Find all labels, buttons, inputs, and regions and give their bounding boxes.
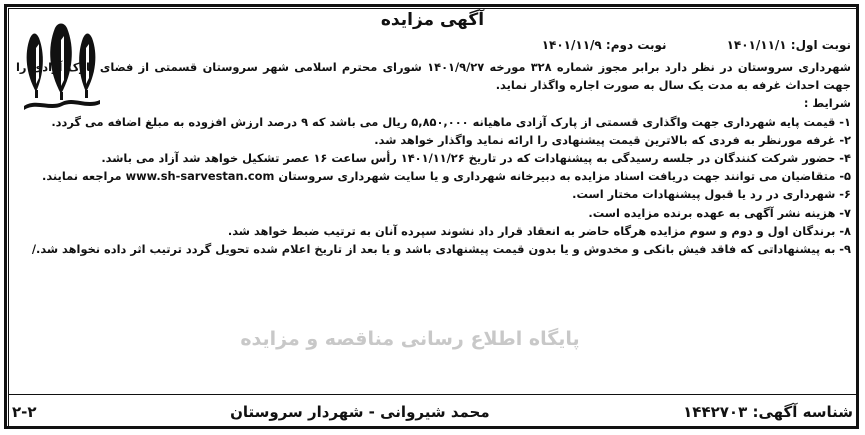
condition-5-tail: مراجعه نمایند. <box>42 169 122 184</box>
condition-2: ۲- غرفه مورنظر به فردی که بالاترین قیمت پیشنهادی را ارائه نماید واگذار خواهد شد. <box>374 132 851 147</box>
condition-4: ۴- حضور شرکت کنندگان در جلسه رسیدگی به پیشنهادات که در تاریخ ۱۴۰۱/۱۱/۲۶ رأس ساعت ۱۶ عصر تشکیل خواهد شد آزاد می باشد. <box>101 151 851 166</box>
notice-title: آگهی مزایده <box>380 10 485 30</box>
condition-5 <box>16 167 851 185</box>
municipality-website-link[interactable]: www.sh-sarvestan.com <box>125 169 275 184</box>
condition-8: ۸- برندگان اول و دوم و سوم مزایده هرگاه حاضر به انعقاد قرار داد نشوند سپرده آنان به ترتیب ضبط خواهد شد. <box>227 223 851 238</box>
notice-code: ۲-۲ <box>12 403 37 421</box>
first-round-date: نوبت اول: ۱۴۰۱/۱۱/۱ <box>726 38 851 52</box>
notice-footer <box>12 400 853 424</box>
second-round-date: نوبت دوم: ۱۴۰۱/۱۱/۹ <box>541 38 667 52</box>
notice-signer: محمد شیروانی - شهردار سروستان <box>230 403 490 421</box>
watermark-text: پایگاه اطلاع رسانی مناقصه و مزایده <box>240 328 580 350</box>
notice-id: شناسه آگهی: ۱۴۴۲۷۰۳ <box>683 403 853 421</box>
notice-body <box>16 58 851 258</box>
condition-9: ۹- به پیشنهاداتی که فاقد فیش بانکی و مخدوش و یا بدون قیمت پیشنهادی باشد و یا بعد از تاریخ اعلام شده تحویل گردد ترتیب اثر داده نخواهد شد./ <box>31 242 851 257</box>
conditions-heading: شرایط : <box>803 96 851 111</box>
notice-dates <box>111 38 851 52</box>
condition-1: ۱- قیمت پایه شهرداری جهت واگذاری قسمتی از پارک آزادی ماهیانه ۵,۸۵۰,۰۰۰ ریال می باشد که ۹ درصد ارزش افزوده به مبلغ اضافه می گردد. <box>51 114 851 129</box>
condition-5-text: ۵- متقاضیان می توانند جهت دریافت اسناد مزایده به دبیرخانه شهرداری و یا سایت شهرداری سروستان <box>278 169 851 184</box>
footer-divider <box>8 394 857 395</box>
condition-6: ۶- شهرداری در رد یا قبول پیشنهادات مختار است. <box>572 187 851 202</box>
condition-7: ۷- هزینه نشر آگهی به عهده برنده مزایده است. <box>588 205 851 220</box>
notice-intro: شهرداری سروستان در نظر دارد برابر مجوز شماره ۳۲۸ مورخه ۱۴۰۱/۹/۲۷ شورای محترم اسلامی شهر سروستان قسمتی از فضای پارک آزادی را جهت احداث غرفه به مدت یک سال به صورت اجاره واگذار نماید. <box>16 60 851 93</box>
